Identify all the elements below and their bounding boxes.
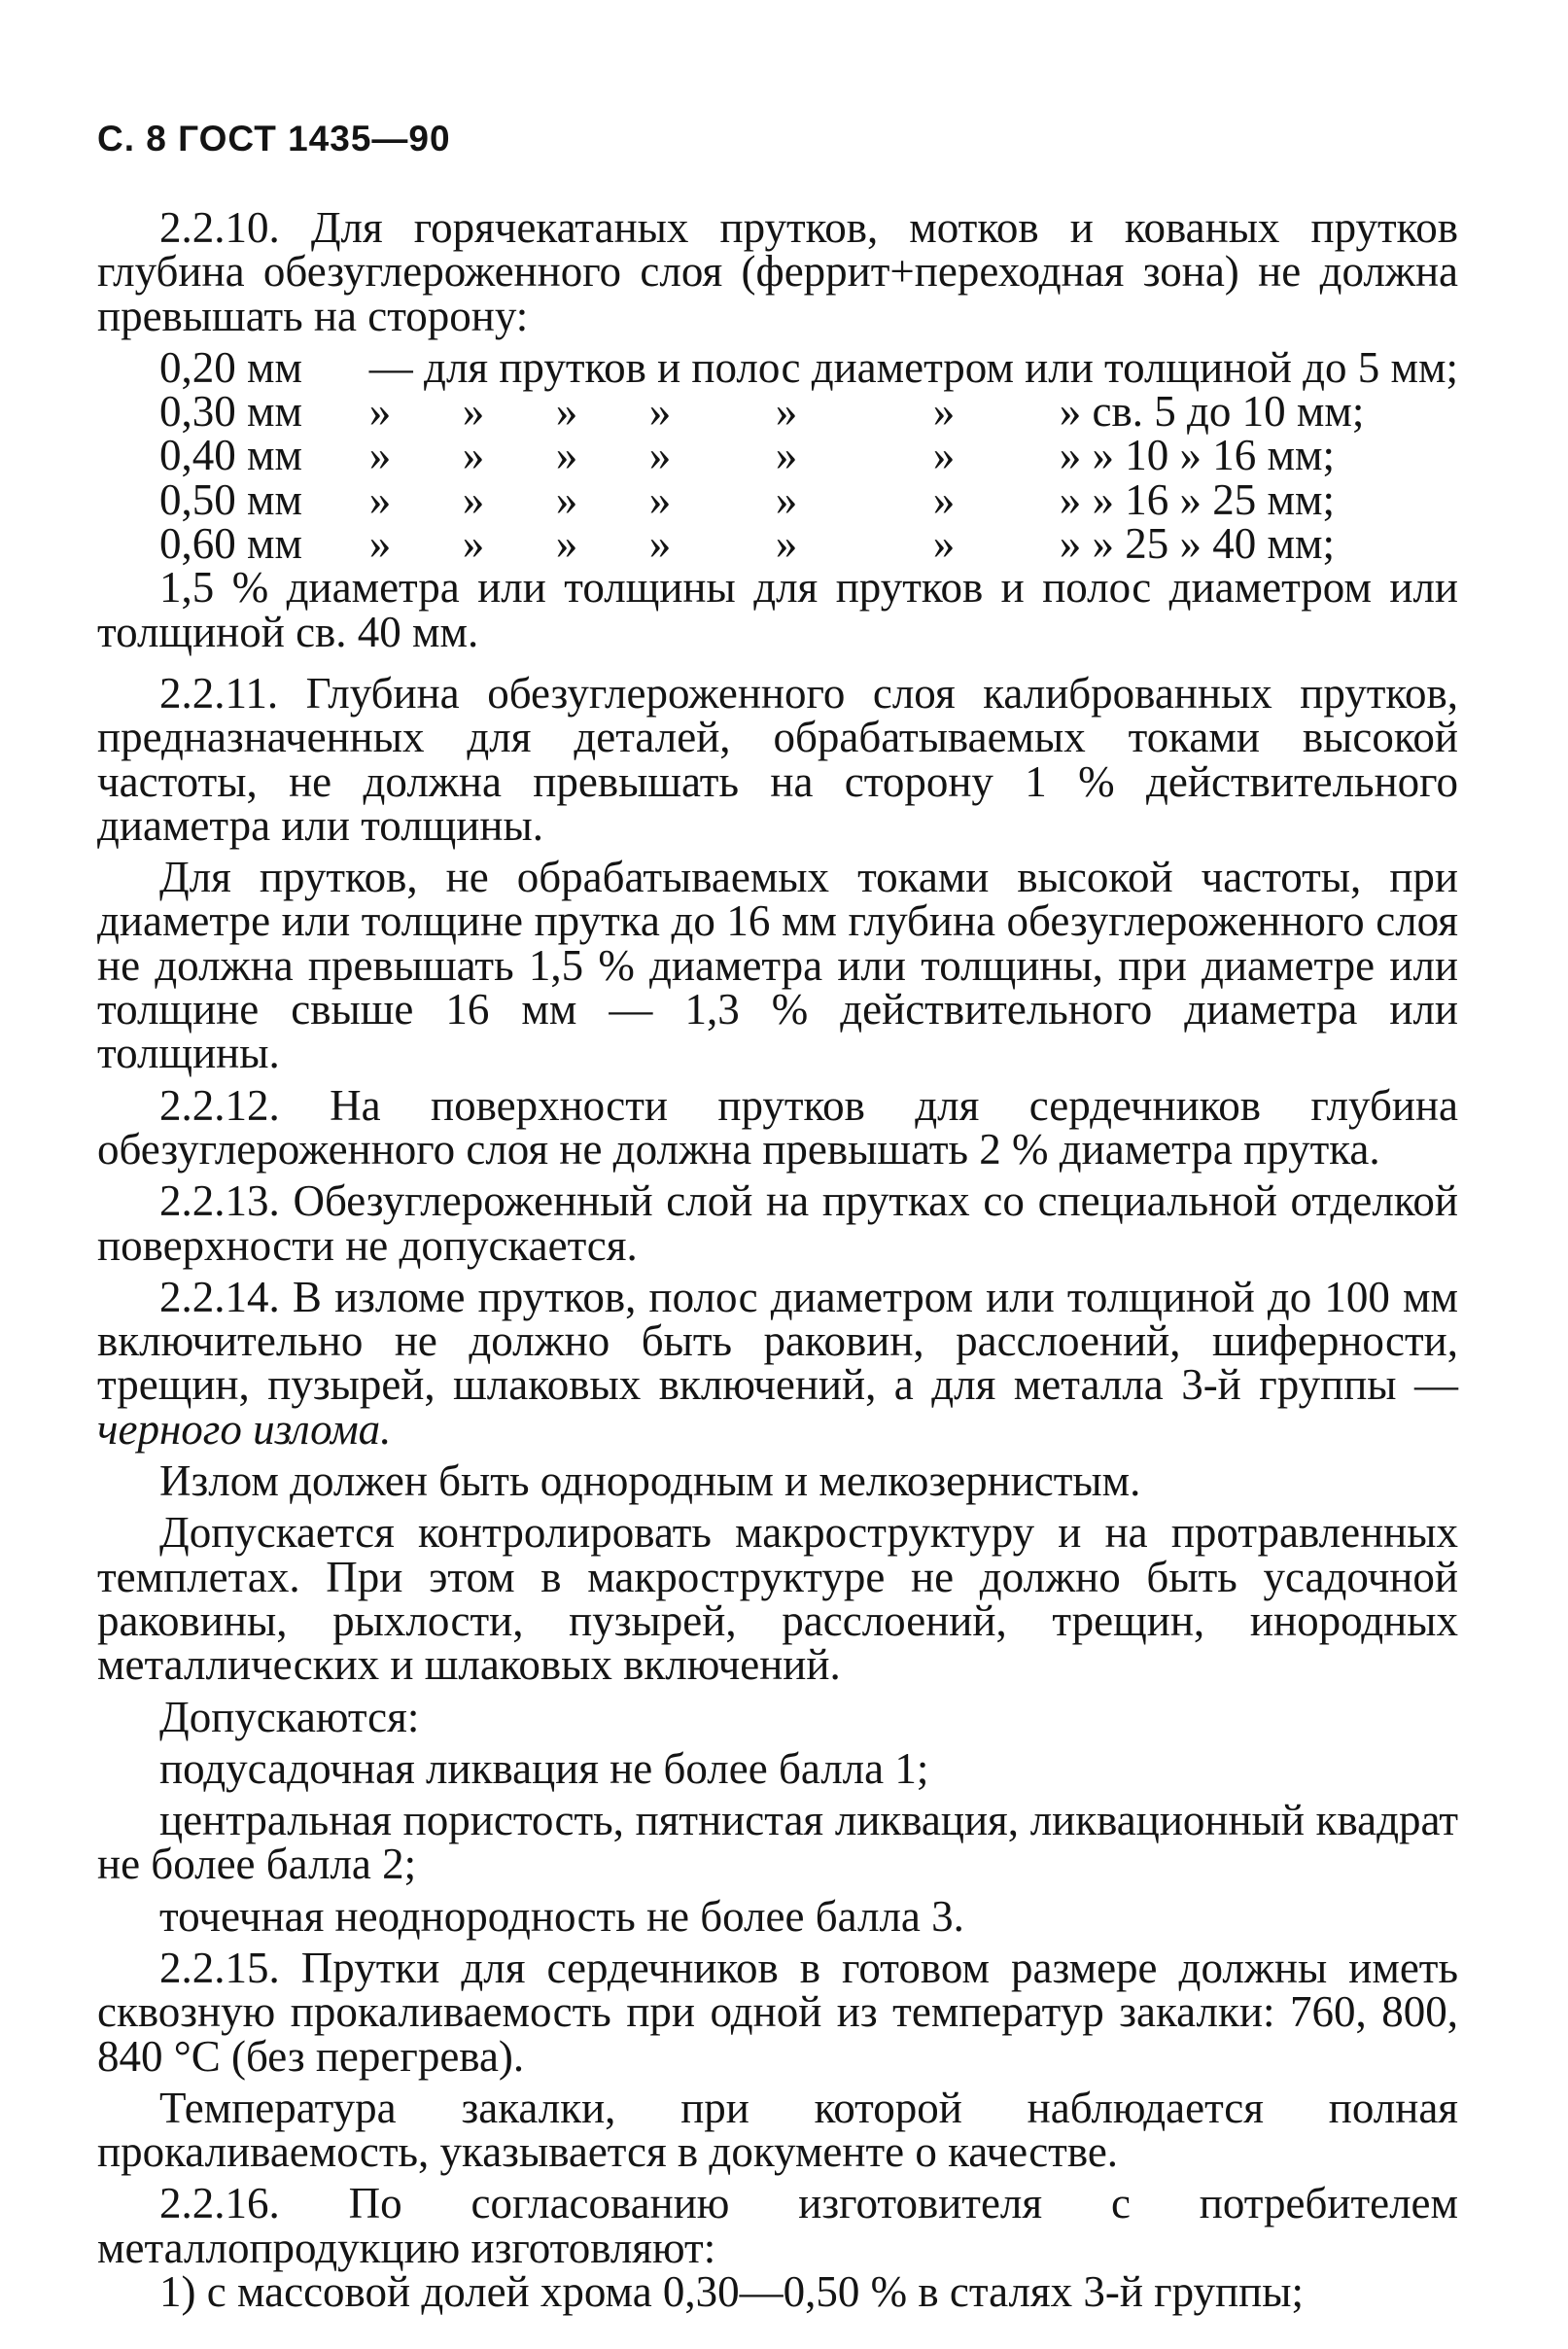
list-item: центральная пористость, пятнистая ликвация, ликвационный квадрат не более балла 2; [97, 1796, 1458, 1889]
depth-condition [368, 519, 1458, 569]
list-item: подусадочная ликвация не более балла 1; [159, 1743, 929, 1793]
depth-condition [368, 387, 1458, 437]
paragraph-2-2-15: 2.2.15. Прутки для сердечников в готовом размере должны иметь сквозную прокаливаемость при одной из температур закалки: 760, 800, 840 °С (без перегрева). [97, 1943, 1458, 2081]
paragraph-2-2-16: 2.2.16. По согласованию изготовителя с потребителем металлопродукцию изготовляют: [97, 2179, 1458, 2272]
italic-text: черного излома. [97, 1404, 392, 1454]
ditto-mark: » [932, 387, 956, 437]
depth-value: 0,60 мм [159, 519, 302, 569]
range-text: » » 25 » 40 мм; [1059, 519, 1336, 569]
ditto-mark: » [368, 431, 392, 480]
ditto-mark: » [775, 519, 798, 569]
table-row [159, 522, 1458, 566]
ditto-mark: » [932, 519, 956, 569]
depth-condition [368, 474, 1458, 524]
ditto-mark: » [648, 519, 672, 569]
ditto-mark: » [648, 387, 672, 437]
ditto-mark: » [648, 474, 672, 524]
paragraph-2-2-11: 2.2.11. Глубина обезуглероженного слоя калиброванных прутков, предназначенных для деталей, обрабатываемых токами высокой частоты, не должна превышать на сторону 1 % действительного диаметра или толщины. [97, 668, 1458, 850]
ditto-mark: » [555, 519, 578, 569]
decarb-depth-table [159, 342, 1458, 569]
range-text: » св. 5 до 10 мм; [1059, 387, 1365, 437]
range-text: » » 16 » 25 мм; [1059, 474, 1336, 524]
ditto-mark: » [555, 474, 578, 524]
paragraph-2-2-15-cont: Температура закалки, при которой наблюдается полная прокаливаемость, указывается в документе о качестве. [97, 2083, 1458, 2177]
paragraph-2-2-14-fracture: Излом должен быть однородным и мелкозернистым. [159, 1456, 1141, 1506]
ditto-mark: » [462, 474, 485, 524]
depth-value: 0,20 мм [159, 342, 302, 392]
depth-condition [368, 431, 1458, 480]
paragraph-2-2-14-macro: Допускается контролировать макроструктуру и на протравленных темплетах. При этом в макроструктуре не должно быть усадочной раковины, рыхлости, пузырей, расслоений, трещин, инородных металлических и шлаковых включений. [97, 1508, 1458, 1690]
ditto-mark: » [462, 431, 485, 480]
depth-value: 0,30 мм [159, 387, 302, 437]
ditto-mark: » [648, 431, 672, 480]
depth-value: 0,50 мм [159, 474, 302, 524]
ditto-mark: » [932, 431, 956, 480]
ditto-mark: » [462, 519, 485, 569]
ditto-mark: » [555, 431, 578, 480]
paragraph-2-2-13: 2.2.13. Обезуглероженный слой на прутках со специальной отделкой поверхности не допускается. [97, 1176, 1458, 1270]
paragraph-2-2-11-cont: Для прутков, не обрабатываемых токами высокой частоты, при диаметре или толщине прутка до 16 мм глубина обезуглероженного слоя не должна превышать 1,5 % диаметра или толщины, при диаметре или толщине свыше 16 мм — 1,3 % действительного диаметра или толщины. [97, 853, 1458, 1078]
list-item: 1) с массовой долей хрома 0,30—0,50 % в сталях 3-й группы; [159, 2267, 1304, 2317]
table-row [159, 346, 1458, 390]
ditto-mark: » [555, 387, 578, 437]
paragraph-2-2-14 [97, 1272, 1458, 1454]
page-body [97, 203, 1458, 2317]
allowed-title: Допускаются: [159, 1692, 420, 1741]
ditto-mark: » [775, 474, 798, 524]
ditto-mark: » [932, 474, 956, 524]
depth-value: 0,40 мм [159, 431, 302, 480]
table-row [159, 434, 1458, 477]
ditto-mark: » [462, 387, 485, 437]
ditto-mark: » [775, 431, 798, 480]
ditto-mark: » [368, 387, 392, 437]
paragraph-2-2-10: 2.2.10. Для горячекатаных прутков, мотков и кованых прутков глубина обезуглероженного слоя (феррит+переходная зона) не должна превышать на сторону: [97, 203, 1458, 340]
page-header: С. 8 ГОСТ 1435—90 [97, 119, 451, 158]
range-text: » » 10 » 16 мм; [1059, 431, 1336, 480]
list-item: точечная неоднородность не более балла 3. [159, 1891, 964, 1941]
ditto-mark: » [368, 519, 392, 569]
paragraph-2-2-10-final: 1,5 % диаметра или толщины для прутков и полос диаметром или толщиной св. 40 мм. [97, 563, 1458, 656]
ditto-mark: » [368, 474, 392, 524]
table-row [159, 390, 1458, 434]
ditto-mark: » [775, 387, 798, 437]
depth-condition: — для прутков и полос диаметром или толщиной до 5 мм; [368, 342, 1458, 392]
table-row [159, 478, 1458, 522]
paragraph-text: 2.2.14. В изломе прутков, полос диаметром или толщиной до 100 мм включительно не должно быть раковин, расслоений, шиферности, трещин, пузырей, шлаковых включений, а для металла 3-й группы — [97, 1272, 1458, 1410]
paragraph-2-2-12: 2.2.12. На поверхности прутков для сердечников глубина обезуглероженного слоя не должна превышать 2 % диаметра прутка. [97, 1080, 1458, 1174]
